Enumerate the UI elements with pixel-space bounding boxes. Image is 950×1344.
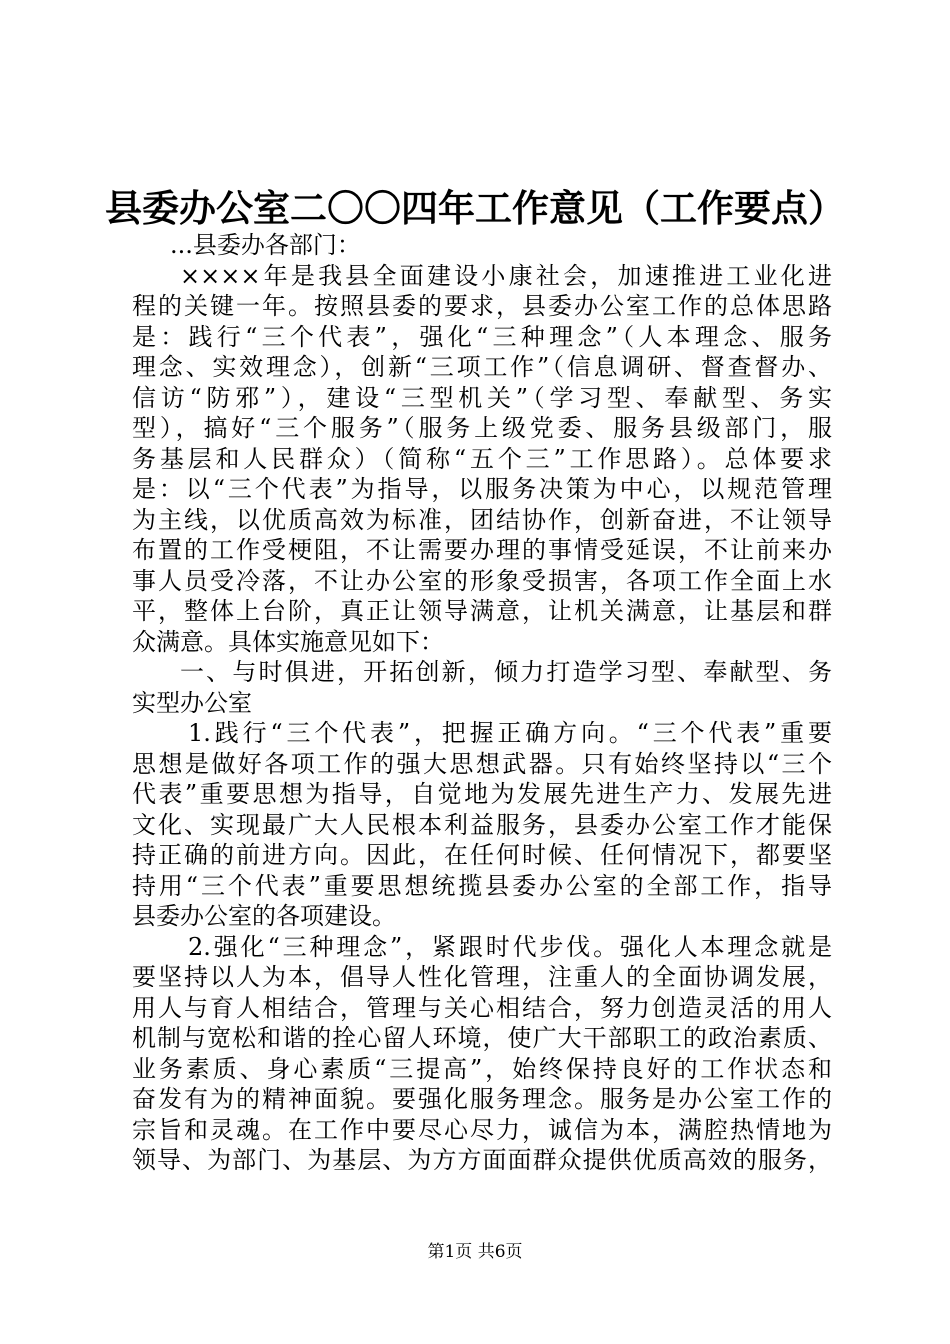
document-title: 县委办公室二〇〇四年工作意见（工作要点）	[105, 186, 845, 230]
body-line: 思想是做好各项工作的强大思想武器。只有始终坚持以“三个	[132, 749, 832, 778]
item-line: 2.强化“三种理念”，紧跟时代步伐。强化人本理念就是	[188, 932, 832, 961]
body-line: 是：以“三个代表”为指导，以服务决策为中心，以规范管理	[132, 475, 832, 503]
body-line: ××××年是我县全面建设小康社会，加速推进工业化进	[180, 261, 832, 290]
body-line: 程的关键一年。按照县委的要求，县委办公室工作的总体思路	[132, 292, 832, 320]
body-line: 宗旨和灵魂。在工作中要尽心尽力，诚信为本，满腔热情地为	[132, 1115, 832, 1144]
salutation-line: ...县委办各部门：	[170, 231, 361, 259]
body-line: 用人与育人相结合，管理与关心相结合，努力创造灵活的用人	[132, 993, 832, 1022]
body-line: 是：践行“三个代表”，强化“三种理念”（人本理念、服务	[132, 322, 832, 351]
body-line: 机制与宽松和谐的拴心留人环境，使广大干部职工的政治素质、	[132, 1024, 832, 1052]
body-line: 领导、为部门、为基层、为方方面面群众提供优质高效的服务，	[132, 1146, 832, 1174]
body-line: 为主线，以优质高效为标准，团结协作，创新奋进，不让领导	[132, 505, 832, 534]
section-heading-line: 一、与时俱进，开拓创新，倾力打造学习型、奉献型、务	[180, 658, 832, 686]
body-line: 持正确的前进方向。因此，在任何时候、任何情况下，都要坚	[132, 841, 832, 869]
body-line: 代表”重要思想为指导，自觉地为发展先进生产力、发展先进	[132, 780, 832, 808]
body-line: 平，整体上台阶，真正让领导满意，让机关满意，让基层和群	[132, 597, 832, 625]
body-line: 奋发有为的精神面貌。要强化服务理念。服务是办公室工作的	[132, 1085, 832, 1113]
body-line: 型），搞好“三个服务”（服务上级党委、服务县级部门，服	[132, 414, 832, 442]
body-line: 文化、实现最广大人民根本利益服务，县委办公室工作才能保	[132, 810, 832, 839]
body-line: 业务素质、身心素质“三提高”，始终保持良好的工作状态和	[132, 1054, 832, 1083]
document-body	[132, 230, 832, 1176]
body-line: 理念、实效理念），创新“三项工作”（信息调研、督查督办、	[132, 353, 832, 381]
body-line: 务基层和人民群众）（简称“五个三”工作思路）。总体要求	[132, 444, 832, 473]
body-line: 要坚持以人为本，倡导人性化管理，注重人的全面协调发展，	[132, 963, 832, 991]
page-footer: 第1页 共6页	[427, 1242, 523, 1262]
body-line: 事人员受冷落，不让办公室的形象受损害，各项工作全面上水	[132, 566, 832, 595]
body-line: 持用“三个代表”重要思想统揽县委办公室的全部工作，指导	[132, 871, 832, 900]
body-line: 县委办公室的各项建设。	[132, 902, 396, 930]
body-line: 信访“防邪”），建设“三型机关”（学习型、奉献型、务实	[132, 383, 832, 412]
body-line: 众满意。具体实施意见如下：	[132, 627, 444, 656]
item-line: 1.践行“三个代表”，把握正确方向。“三个代表”重要	[188, 719, 832, 747]
section-heading-line: 实型办公室	[132, 688, 252, 717]
body-line: 布置的工作受梗阻，不让需要办理的事情受延误，不让前来办	[132, 536, 832, 564]
